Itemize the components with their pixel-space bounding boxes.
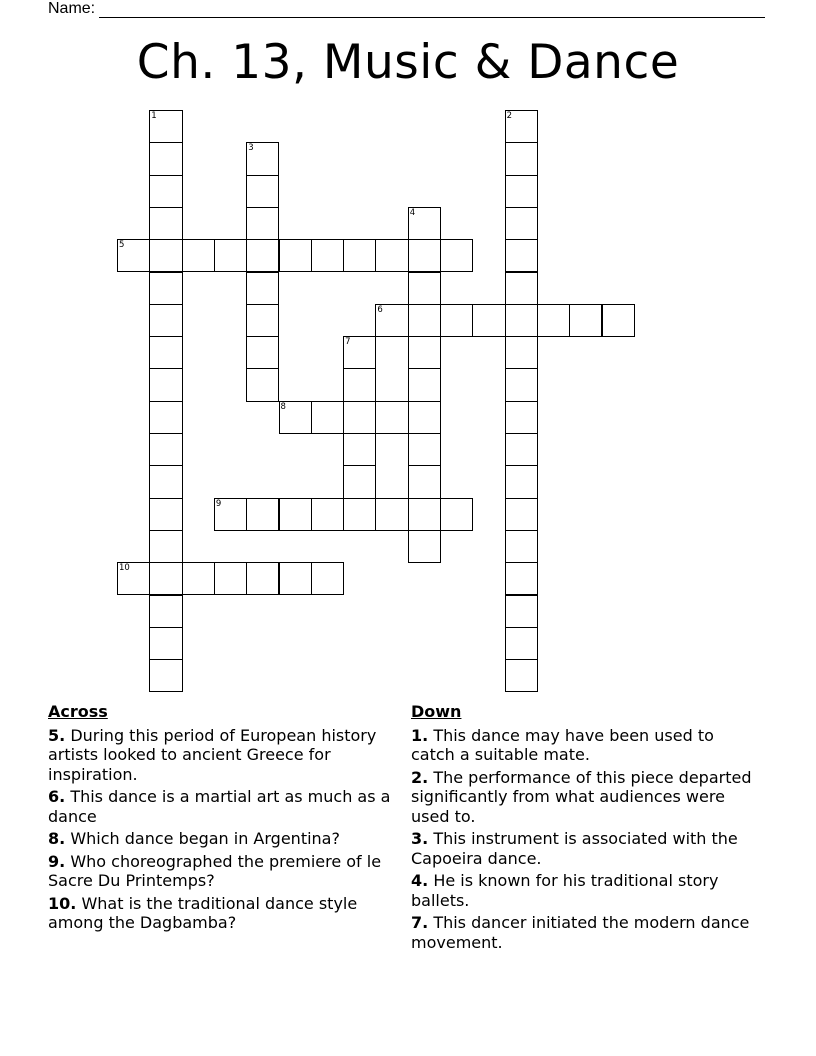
grid-cell[interactable]: [408, 239, 441, 272]
grid-cell[interactable]: [214, 498, 247, 531]
grid-cell[interactable]: [149, 401, 182, 434]
grid-cell[interactable]: [182, 239, 215, 272]
down-heading: Down: [411, 702, 462, 721]
clue-number: 10.: [48, 893, 77, 913]
grid-cell[interactable]: [246, 562, 279, 595]
grid-cell[interactable]: [182, 562, 215, 595]
grid-cell[interactable]: [505, 142, 538, 175]
grid-cell[interactable]: [246, 304, 279, 337]
grid-cell[interactable]: [279, 562, 312, 595]
clue-down-2: [411, 768, 756, 827]
across-heading: Across: [48, 702, 108, 721]
grid-cell[interactable]: [343, 401, 376, 434]
clue-number: 5.: [48, 725, 66, 745]
clue-number: 4.: [411, 871, 429, 890]
grid-cell[interactable]: [343, 239, 376, 272]
clue-text: This dance is a martial art as much as a dance: [48, 787, 391, 826]
clue-across-9: [48, 852, 403, 891]
grid-cell[interactable]: [505, 465, 538, 498]
clue-down-1: [411, 726, 756, 765]
clue-across-8: [48, 829, 403, 849]
grid-cell[interactable]: [408, 433, 441, 466]
clue-text: He is known for his traditional story ballets.: [411, 871, 719, 910]
grid-cell[interactable]: [408, 368, 441, 401]
across-clues: [48, 702, 403, 936]
grid-cell[interactable]: [149, 595, 182, 628]
cell-number: 4: [409, 207, 416, 218]
grid-cell[interactable]: [602, 304, 635, 337]
grid-cell[interactable]: [149, 530, 182, 563]
clue-text: This dancer initiated the modern dance movement.: [411, 913, 750, 952]
clue-number: 3.: [411, 829, 429, 848]
grid-cell[interactable]: [408, 272, 441, 305]
clue-text: This dance may have been used to catch a suitable mate.: [411, 725, 714, 764]
grid-cell[interactable]: [149, 627, 182, 660]
down-clues: [411, 702, 756, 955]
grid-cell[interactable]: [246, 336, 279, 369]
grid-cell[interactable]: [408, 304, 441, 337]
cell-number: 2: [506, 111, 513, 121]
grid-cell[interactable]: [311, 239, 344, 272]
grid-cell[interactable]: [149, 368, 182, 401]
clue-number: 9.: [48, 851, 66, 871]
grid-cell[interactable]: [569, 304, 602, 337]
cell-number: 3: [248, 143, 254, 154]
clue-text: Who choreographed the premiere of le Sacre Du Printemps?: [48, 851, 382, 890]
clue-text: The performance of this piece departed significantly from what audiences were used to.: [411, 767, 752, 826]
grid-cell[interactable]: [505, 595, 538, 628]
grid-cell[interactable]: [408, 465, 441, 498]
grid-cell[interactable]: [440, 498, 473, 531]
grid-cell[interactable]: [149, 110, 182, 143]
grid-cell[interactable]: [246, 239, 279, 272]
grid-cell[interactable]: [505, 562, 538, 595]
clue-text: Which dance began in Argentina?: [70, 829, 340, 848]
grid-cell[interactable]: [149, 207, 182, 240]
grid-cell[interactable]: [343, 336, 376, 369]
cell-number: 1: [151, 111, 157, 121]
clue-across-6: [48, 787, 403, 826]
grid-cell[interactable]: [375, 498, 408, 531]
grid-cell[interactable]: [311, 401, 344, 434]
grid-cell[interactable]: [505, 304, 538, 337]
grid-cell[interactable]: [149, 498, 182, 531]
grid-cell[interactable]: [149, 142, 182, 175]
grid-cell[interactable]: [440, 239, 473, 272]
cell-number: 7: [345, 337, 351, 348]
clue-number: 8.: [48, 829, 66, 848]
clue-down-4: [411, 871, 756, 910]
grid-cell[interactable]: [246, 368, 279, 401]
cell-number: 9: [215, 498, 222, 509]
grid-cell[interactable]: [343, 433, 376, 466]
clue-text: This instrument is associated with the Capoeira dance.: [411, 829, 738, 868]
grid-cell[interactable]: [408, 336, 441, 369]
grid-cell[interactable]: [311, 498, 344, 531]
grid-cell[interactable]: [149, 433, 182, 466]
grid-cell[interactable]: [149, 659, 182, 692]
grid-cell[interactable]: [246, 207, 279, 240]
grid-cell[interactable]: [343, 465, 376, 498]
cell-number: 8: [280, 401, 286, 412]
grid-cell[interactable]: [311, 562, 344, 595]
grid-cell[interactable]: [117, 239, 150, 272]
grid-cell[interactable]: [408, 498, 441, 531]
grid-cell[interactable]: [343, 498, 376, 531]
grid-cell[interactable]: [408, 530, 441, 563]
clue-text: During this period of European history artists looked to ancient Greece for inspiration.: [48, 725, 377, 784]
clue-number: 7.: [411, 913, 429, 932]
grid-cell[interactable]: [149, 465, 182, 498]
grid-cell[interactable]: [214, 239, 247, 272]
grid-cell[interactable]: [505, 207, 538, 240]
grid-cell[interactable]: [343, 368, 376, 401]
grid-cell[interactable]: [375, 239, 408, 272]
grid-cell[interactable]: [279, 401, 312, 434]
grid-cell[interactable]: [505, 433, 538, 466]
grid-cell[interactable]: [440, 304, 473, 337]
grid-cell[interactable]: [149, 562, 182, 595]
cell-number: 5: [119, 240, 125, 251]
grid-cell[interactable]: [279, 498, 312, 531]
grid-cell[interactable]: [408, 207, 441, 240]
grid-cell[interactable]: [149, 175, 182, 208]
grid-cell[interactable]: [505, 110, 538, 143]
grid-cell[interactable]: [505, 627, 538, 660]
grid-cell[interactable]: [505, 368, 538, 401]
grid-cell[interactable]: [505, 530, 538, 563]
grid-cell[interactable]: [408, 401, 441, 434]
grid-cell[interactable]: [472, 304, 505, 337]
grid-cell[interactable]: [505, 272, 538, 305]
cell-number: 10: [119, 563, 130, 574]
grid-cell[interactable]: [505, 336, 538, 369]
grid-cell[interactable]: [375, 304, 408, 337]
page-title: Ch. 13, Music & Dance: [136, 35, 680, 90]
clue-down-7: [411, 913, 756, 952]
grid-cell[interactable]: [537, 304, 570, 337]
clue-down-3: [411, 829, 756, 868]
grid-cell[interactable]: [149, 304, 182, 337]
grid-cell[interactable]: [375, 401, 408, 434]
clue-number: 2.: [411, 767, 429, 787]
grid-cell[interactable]: [117, 562, 150, 595]
grid-cell[interactable]: [279, 239, 312, 272]
grid-cell[interactable]: [505, 659, 538, 692]
grid-cell[interactable]: [214, 562, 247, 595]
grid-cell[interactable]: [246, 175, 279, 208]
grid-cell[interactable]: [149, 239, 182, 272]
grid-cell[interactable]: [505, 401, 538, 434]
name-label: Name:: [48, 0, 96, 17]
clue-number: 1.: [411, 725, 429, 745]
grid-cell[interactable]: [505, 175, 538, 208]
clue-across-5: [48, 726, 403, 785]
clue-number: 6.: [48, 787, 66, 806]
grid-cell[interactable]: [246, 498, 279, 531]
grid-cell[interactable]: [149, 336, 182, 369]
clue-text: What is the traditional dance style among the Dagbamba?: [48, 893, 358, 932]
grid-cell[interactable]: [246, 272, 279, 305]
grid-cell[interactable]: [246, 142, 279, 175]
grid-cell[interactable]: [505, 239, 538, 272]
grid-cell[interactable]: [505, 498, 538, 531]
cell-number: 6: [377, 304, 383, 315]
grid-cell[interactable]: [149, 272, 182, 305]
clue-across-10: [48, 894, 403, 933]
